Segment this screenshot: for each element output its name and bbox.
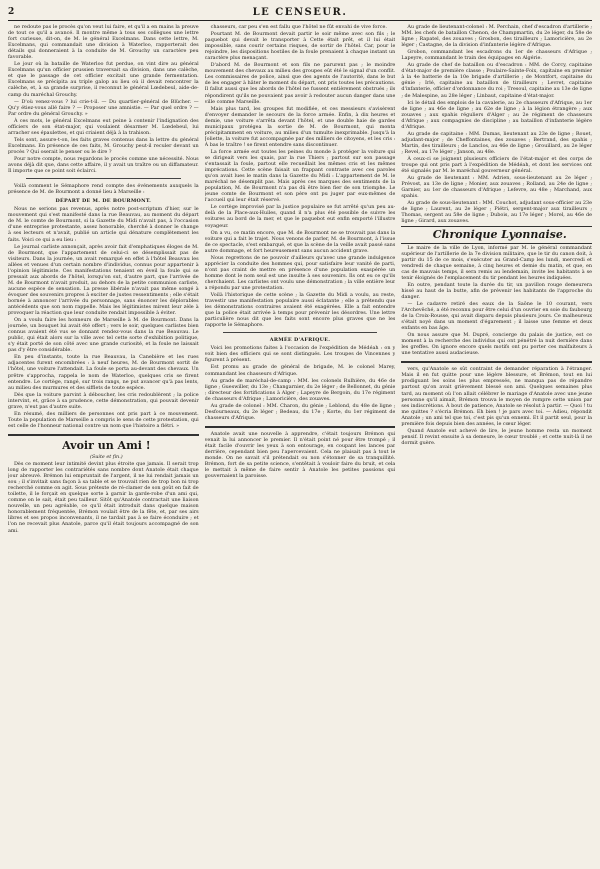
feuilleton-divider bbox=[8, 434, 199, 436]
article-paragraph: Au grade de colonel : MM. Charon, du génie ; Leblond, du 48e de ligne ; Desfourneaux, du 2e léger ; Bedeau, du 17e ; Korte, du 1er régiment de chasseurs d'Afrique. bbox=[204, 402, 396, 421]
article-paragraph: Au grade de lieutenant-colonel : M. Perchain, chef d'escadron d'artillerie ; MM. les chefs de bataillon Chenon, de Champmartin, du 2e léger, du 58e de ligne ; Rapatel, des zouaves ; Grosbon, des tirailleurs ; Lamoricière, au 2e léger ; Castagne, de la division d'infanterie légère d'Afrique. bbox=[401, 24, 593, 49]
column-3 bbox=[401, 24, 592, 860]
article-paragraph: À ceux-ci se joignent plusieurs officiers de l'état-major et des corps de troupe qui ont pris part à l'expédition de Médéah, et dont les services ont été signalés par M. le maréchal gouverneur général. bbox=[401, 155, 593, 175]
article-paragraph: ne redoute pas le procès qu'on veut lui faire, et qu'il a en mains la preuve de tout ce qu'il a avancé. Il montre même à tous ses collègues une lettre fort curieuse, dit-on, de M. le général Excelmans. Dans cette lettre, M. Excelmans, qui commandait une division à Waterloo, rapporterait des détails qui donneraient à la conduite de M. Grouchy un caractère peu favorable. bbox=[8, 24, 199, 61]
masthead bbox=[8, 4, 592, 21]
article-paragraph: Nous ne serions pas revenus, après notre post-scriptum d'hier, sur le mouvement qui s'est manifesté dans la rue Beauvau, au moment du départ de M. le comte de Bourmont, si la Gazette du Midi n'avait pas, à l'occasion d'une entreprise protestante, assez honorable, cherché à donner le change à ses lecteurs et n'avait, publié un article qui dénature complètement les faits. Voici ce qui a eu lieu : bbox=[8, 206, 199, 243]
column-2 bbox=[205, 24, 396, 860]
article-paragraph: En outre, pendant toute la durée du tir, un pavillon rouge demeurera hissé au haut de la butte, afin de prévenir les habitants de l'approche du danger. bbox=[401, 281, 593, 300]
article-paragraph: Grobon, commandant les escadrons du 1er de chasseurs d'Afrique ; Lapeyre, commandant le train des équipages en Algérie. bbox=[401, 49, 593, 62]
article-paragraph: Mais plus tard, les groupes fut modifiée, et ces messieurs s'avisèrent d'envoyer demander le secours de la force armée. Enfin, à dix heures et demie, une voiture s'arrêta devant l'hôtel, et une double haie de gardes municipaux protégea la sortie de M. de Bourmont, qui monta précipitamment en voiture, au milieu d'un tumulte inexprimable. Jusqu'à la Joliette, la voiture fut accompagnée par des milliers de citoyens, et les cris : À bas le traître ! se firent entendre sans discontinuer. bbox=[204, 105, 396, 148]
article-paragraph: D'abord M. de Bourmont et son fils ne parurent pas ; le moindre mouvement des chevaux au milieu des groupes eût été le signal d'un conflit. Les commissaires de police, ainsi que des agents de l'autorité, dans le but de les engager à hâter le moment du départ, ont pris toutes les précautions. Il fallut aussi que les abords de l'hôtel ne fussent entièrement obstrués ; ils répondirent qu'ils ne pouvaient pas avoir à redouter aucun danger dans une ville comme Marseille. bbox=[204, 62, 396, 105]
article-paragraph: Pour notre compte, nous regardons le procès comme une nécessité. Nous avons déjà dit que, dans cette affaire, il y avait un traître ou un diffamateur. Il importe que ce point soit éclairci. bbox=[8, 155, 199, 175]
feuilleton-paragraph: vers, qu'Anatole se sût contraint de demander réparation à l'étranger. Mais il en fut quitte pour une légère blessure, et Brémon, tout en lui prodiguant les soins les plus empressés, ne manqua pas de répandre partout qu'on avait grièvement blessé son ami. Quelques semaines plus tard, au moment où l'on allait célébrer le mariage d'Anatole avec une jeune personne qu'il aimait, Brémon trouva le moyen de rompre cette union par ses indiscrétions. À bout de patience, Anatole se résolut à partir. — Quoi ! tu me quittes ? s'écria Brémon. Eh bien ! je pars avec toi. — Adieu, répondit Anatole ; un ami tel que toi, c'est pis qu'un ennemi. Et il partit seul, pour la première fois depuis bien des années, le cœur léger. bbox=[401, 366, 593, 427]
article-paragraph: Voilà comment le Sémaphore rend compte des événements auxquels la présence de M. de Bourmont a donné lieu à Marseille : bbox=[8, 183, 199, 196]
article-paragraph: Dès que la voiture parvint à déboucher, les cris redoublèrent ; la police intervint, et, grâce à sa prudence, cette démonstration, qui pouvait devenir grave, n'eut pas d'autre suite. bbox=[8, 391, 199, 410]
article-paragraph: — Le cadavre retiré des eaux de la Saône le 10 courant, vers l'Archevêché, a été reconnu pour être celui d'un ouvrier en soie du faubourg de la Croix-Rousse, qui avait disparu depuis plusieurs jours. Ce malheureux s'était noyé dans un moment d'égarement ; il laisse une femme et deux enfants en bas âge. bbox=[401, 300, 593, 332]
newspaper-page bbox=[8, 4, 592, 861]
article-heading: DÉPART DE M. DE BOURMONT. bbox=[55, 198, 152, 205]
article-paragraph: Voici les promotions faites à l'occasion de l'expédition de Médéah : on y voit bien des officiers qui se sont distingués. Les troupes de Vincennes y figurent à présent. bbox=[204, 345, 396, 364]
article-paragraph: Nous regrettons de ne pouvoir d'ailleurs qu'avec une grande indulgence apprécier la conduite des hommes qui, pour satisfaire leur vanité de parti, n'ont pas craint de mettre en présence d'une population exaspérée un homme dont le nom seul est une insulte à ses souvenirs. Ils ont eu ce qu'ils cherchaient. Les carlistes ont voulu une démonstration ; la ville entière leur a répondu par une protestation. bbox=[204, 254, 396, 291]
article-paragraph: On nous assure que M. Dupré, concierge du palais de justice, est ce moment à la recherche des individus qui ont pénétré la nuit dernière dans les greffes. On ignore encore quels motifs ont pu porter ces malfaiteurs à une tentative aussi audacieuse. bbox=[401, 332, 593, 357]
article-paragraph: Tels sont, assure-t-on, les faits graves contenus dans la lettre du général Excelmans. En présence de ces faits, M. Grouchy peut-il reculer devant un procès ? Qui oserait le penser ou le dire ? bbox=[8, 136, 199, 155]
article-paragraph: Au grade de chef de bataillon ou d'escadron : MM. de Corcy, capitaine d'état-major de première classe ; Poulaire-Sainte-Foix, capitaine en premier à la 4e batterie de la 10e brigade d'artillerie ; de Montfort, capitaine du génie ; Irlé, capitaine au bataillon de tirailleurs ; Levret, capitaine d'infanterie, officier d'ordonnance du roi ; Tresoul, capitaine au 13e de ligne ; de Malespine, au 28e léger ; Linbaut, capitaine d'état-major. bbox=[401, 62, 593, 99]
divider bbox=[223, 332, 378, 333]
columns bbox=[8, 24, 592, 860]
newspaper-title: LE CENSEUR. bbox=[252, 6, 348, 18]
article-paragraph: En résumé, des milliers de personnes ont pris part à ce mouvement. Toute la population de Marseille a compris le sens de cette protestation, qui est celle de l'honneur national contre un nom que l'histoire a flétri. » bbox=[8, 410, 199, 429]
article-paragraph: Le journal carliste annonçait, après avoir fait d'emphatiques éloges de M. de Bourmont, que l'appartement de celui-ci se désemplissait pas de visiteurs. Dans la journée, un avait remarqué en effet à l'hôtel Beauvau les allées et venues d'un certain nombre d'individus, connus pour appartenir à l'opinion légitimiste. Ces manifestations tenaient en éveil la foule qui se pressait aux abords de l'hôtel, lorsqu'on sut, d'autre part, que l'arrivée de M. de Bourmont n'avait produit, au dehors de la petite communion carliste, aucune espèce de sensation. La presse libérale n'avait pas même songé à évoquer des souvenirs propres à exciter de justes ressentiments ; elle s'était bornée à annoncer l'arrivée du personnage, sans énoncer les déplorables antécédents que son nom rappelle. Mais les légitimistes mirent leur zèle à provoquer la réaction que leur conduite rendait impossible à éviter. bbox=[8, 243, 199, 317]
article-paragraph: Au grade de maréchal-de-camp : MM. les colonels Rulhière, du 46e de ligne ; Gueswiller, du 13e ; Changarnier, du 2e léger ; de Bellonnet, du génie ; directeur des fortifications à Alger ; Lapeyre de Bergoin, du 17e régiment de chasseurs d'Afrique ; Lamoricière, des zouaves. bbox=[204, 377, 396, 402]
article-paragraph: Est promu au grade de général de brigade, M. le colonel Marey, commandant les chasseurs d'Afrique. bbox=[204, 364, 396, 377]
article-paragraph: Ici le détail des emplois de la cavalerie, au 2e chasseurs d'Afrique, au 1er de ligne ; au 46e de ligne ; au 62e de ligne ; à la légion étrangère ; aux zouaves ; aux spahis réguliers d'Alger ; au 2e régiment de chasseurs d'Afrique ; aux compagnies de discipline ; au bataillon d'infanterie légère d'Afrique. bbox=[401, 99, 593, 130]
feuilleton-divider bbox=[401, 361, 592, 363]
article-paragraph: Le cortège improvisé par la justice populaire se fut arrêté qu'un peu au-delà de la Place-aux-Huiles, quand il n'a plus été possible de suivre les voitures au bord de la mer, et que le paquebot eut enfin emporté l'illustre voyageur. bbox=[204, 204, 396, 229]
feuilleton-paragraph: Dès ce moment leur intimité devint plus étroite que jamais. Il serait trop long de rapporter les contrariétés sans nombre dont Anatole était chaque jour abreuvé. Brémon lui empruntait de l'argent, il ne lui rendait jamais un sou ; il s'invitait sans façon à sa table et se trouvait rien de trop bon ni trop recherché comme on agit. Sous prétexte de ré-clamer de son goût en fait de toilette, il le forçait en quelque sorte à garnir la garde-robe d'un ami qui, comme on le sait, était peu tailleur. Sitôt qu'Anatole contractait une liaison nouvelle, un peu agréable, ce qu'il était introduit dans quelque maison honorablement fréquentée, Brémon voulait être de la fête, et, par ses airs libres et ses propos inconvenants, il ne tardait pas à se faire éconduire ; et l'on ne recevait plus Anatole, parce qu'il était toujours accompagné de son ami. bbox=[8, 461, 199, 534]
article-paragraph: Pourtant M. de Bourmont devait partir le soir même avec son fils ; le paquebot qui devait le transporter à Cette était prêt, et il lui était impossible, sans courir certains risques, de sortir de l'hôtel. Car, pour le rejoindre, les dispositions hostiles de la foule prenaient à chaque instant un caractère plus menaçant. bbox=[204, 31, 396, 62]
article-paragraph: On a vu, ce matin encore, que M. de Bourmont ne se trouvait pas dans la voiture qui a fait le trajet. Nous venons de parler, M. de Bourmont, à l'issue de ce spectacle, s'est embarqué, et que la scène de la veille avait passé sans autre dommage, et fort heureusement sans aucun accident grave. bbox=[204, 229, 396, 254]
feuilleton-title: Avoir un Ami ! bbox=[62, 438, 151, 452]
article-paragraph: Le jour où la bataille de Waterloo fut perdue, on vint dire au général Excelmans qu'un officier prussien traversait sa division, dans une calèche, et que le passage de cet officier excitait une grande fermentation. Excelmans se précipita au triple galop au lieu où il devait rencontrer la calèche, et, à sa grande surprise, il reconnut le général Lœdebeul, aide-de-camp du maréchal Grouchy. bbox=[8, 61, 199, 98]
feuilleton-paragraph: Quand Anatole eut achevé de lire, le jeune homme resta un moment pensif. Il revint ensuite à sa demeure, le cœur troublé ; et cette nuit-là il ne dormit guère. bbox=[401, 427, 593, 446]
article-paragraph: À ces mots, le général Excelmans eut peine à contenir l'indignation des officiers de son état-major, qui voulaient désarmer M. Lœdebeul, lui arracher ses épaulettes, et qui criaient déjà à la trahison. bbox=[8, 117, 199, 136]
feuilleton-divider bbox=[205, 426, 396, 428]
article-paragraph: chasseurs, car peu s'en est fallu que l'hôtel ne fût envahi de vive force. bbox=[210, 24, 387, 30]
feuilleton-subtitle: (Suite et fin.) bbox=[89, 453, 123, 460]
article-paragraph: En peu d'instants, toute la rue Beauvau, la Canebière et les rues adjacentes furent encombrées : à neuf heures, M. de Bourmont sortit de l'hôtel, une voiture l'attendait. La foule se porta au-devant des chevaux. Un prêtre s'approcha, rappela le nom de Waterloo, quelques cris se firent entendre. Le cortège, rangé, sur trois rangs, ne put avancer qu'à pas lents, au milieu des murmures et des sifflets de toute espèce. bbox=[8, 354, 199, 391]
article-paragraph: Au grade de sous-lieutenant : MM. Couchot, adjudant sous-officier au 23e de ligne ; Laurent, au 2e léger ; Piétri, sergent-major aux tirailleurs ; Thomas, sergent au 58e de ligne ; Dubois, au 17e léger ; Morel, au 46e de ligne ; Girard, aux zouaves. bbox=[401, 200, 593, 225]
article-paragraph: La force armée eut toutes les peines du monde à protéger la voiture qui se dirigeait vers les quais, par la rue Thiers ; partout sur son passage s'entassait la foule, partout elle recueillait les mêmes cris et les mêmes imprécations. Cette scène faisait un frappant contraste avec ces paroles qu'on avait lues le matin dans la Gazette du Midi : L'appartement de M. le maréchal ne désemplit pas. Mais après ces marques des sentiments de la population, M. de Bourmont n'a pas dû être bien fier de son triomphe. Le jeune comte de Bourmont et son père ont pu juger par eux-mêmes de l'accueil qui leur était réservé. bbox=[204, 148, 396, 204]
column-1 bbox=[8, 24, 199, 860]
feuilleton-paragraph: Anatole avait une nouvelle à apprendre, c'était toujours Brémon qui venait la lui annoncer le premier. Il n'était point né pour être trompé ; il était facile d'ouvrir les yeux à son entourage, en coupant les lances par derrière, cependant bien peu l'apercevaient. Cela ne plaisait pas à tout le monde. On ne savait s'il prétendait ou non s'étonner de sa tranquillité. Brémon, fort de sa petite science, s'entêtait à vouloir faire du bruit, et cela le mettait à même de faire sentir à Anatole les petites passions qui gouvernaient la paroisse. bbox=[204, 430, 396, 480]
section-title: Chronique Lyonnaise. bbox=[401, 226, 592, 244]
article-heading: ARMÉE D'AFRIQUE. bbox=[269, 337, 331, 344]
article-paragraph: Au grade de capitaine : MM. Dumas, lieutenant au 23e de ligne ; Rouet, adjudant-major ; de Cheffontaines, des zouaves ; Bertrand, des spahis ; Martin, des tirailleurs ; de Lanclos, au 46e de ligne ; Grouillard, au 2e léger ; Revel, au 17e léger ; Janson, au 48e. bbox=[401, 130, 593, 155]
divider bbox=[26, 178, 181, 179]
article-paragraph: Voilà l'historique de cette scène ; la Gazette du Midi a voulu, au reste, travestir une manifestation populaire aussi éclatante ; elle a prétendu que les démonstrations contraires avaient été exagérées. Elle a fait entendre que la police était arrivée à temps pour prévenir les désordres. Une lettre particulière nous dit que les faits sont encore plus graves que ne les rapporte le Sémaphore. bbox=[204, 292, 396, 329]
article-paragraph: Au grade de lieutenant : MM. Adrien, sous-lieutenant au 2e léger ; Prévost, au 13e de ligne ; Monier, aux zouaves ; Rolland, au 24e de ligne ; Garnier, au 1er de chasseurs d'Afrique ; Lefevre, au 48e ; Marchand, aux spahis. bbox=[401, 175, 593, 200]
article-paragraph: Le maire de la ville de Lyon, informé par M. le général commandant supérieur de l'artillerie de la 7e division militaire, que le tir du canon doit, à partir du 15 de ce mois, s'exécuter au Grand-Camp les lundi, mercredi et vendredi de chaque semaine, à cinq heures et demie du matin, et que, en cas de mauvais temps, il sera remis au lendemain, invite les habitants à se tenir éloignés de l'emplacement du tir pendant les heures indiquées. bbox=[401, 244, 593, 281]
page-number: 2 bbox=[8, 7, 15, 17]
article-paragraph: On a voulu faire les honneurs de Marseille à M. de Bourmont. Dans la journée, un bouquet lui avait été offert ; vers le soir, quelques carlistes bien connus avaient été vus se donnant rendez-vous dans la rue Beauvau. Le public, qui était alors sur la ville avec tel cette sorte d'exhibition politique, s'y était porté de son côté avec une grande curiosité, et la foule ne laissait pas d'y être considérable. bbox=[8, 317, 199, 354]
article-paragraph: — D'où venez-vous ? lui crie-t-il. — Du quartier-général de Blücher. — Qu'y étiez-vous allé faire ? — Proposer une amnistie. — Par quel ordre ? — Par ordre du général Grouchy. » bbox=[8, 98, 199, 117]
